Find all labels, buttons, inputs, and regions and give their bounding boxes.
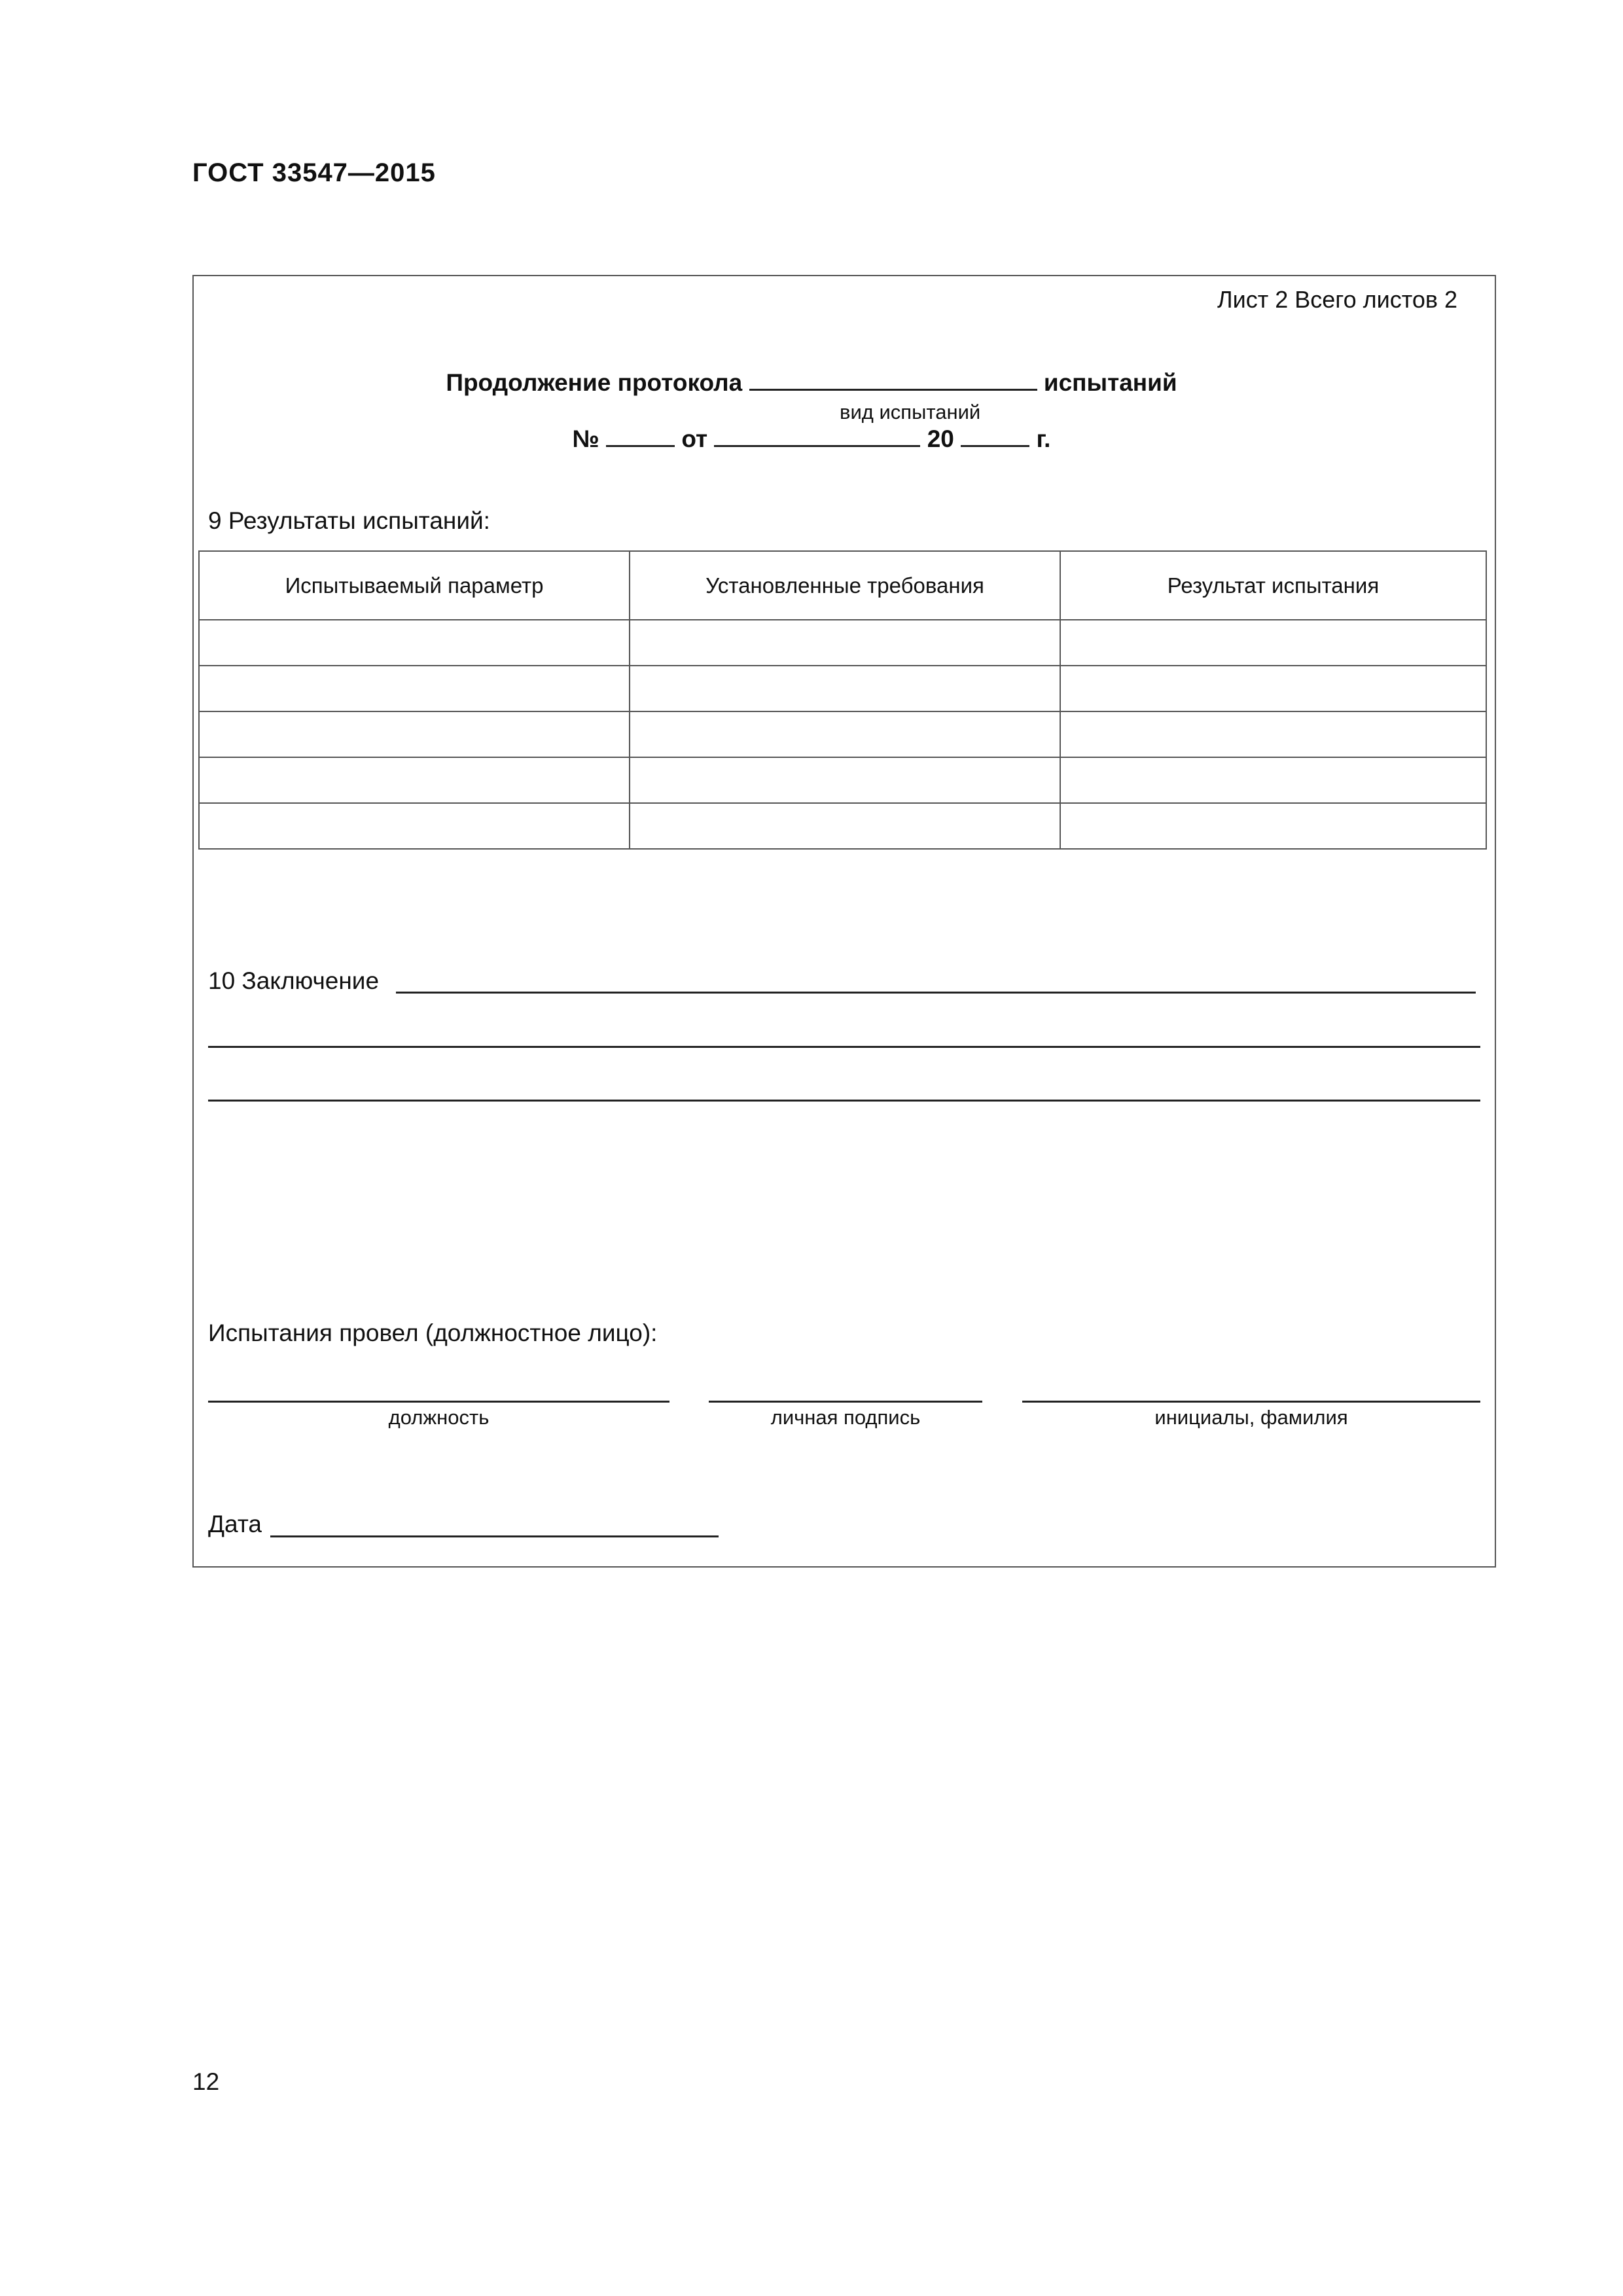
signature-line[interactable] xyxy=(709,1401,982,1403)
table-cell[interactable] xyxy=(630,757,1060,803)
table-cell[interactable] xyxy=(630,803,1060,849)
column-header-parameter: Испытываемый параметр xyxy=(199,551,630,620)
page-number: 12 xyxy=(192,2068,220,2095)
section-9-label: 9 Результаты испытаний: xyxy=(208,507,490,534)
number-sign: № xyxy=(572,425,599,452)
table-row xyxy=(199,666,1486,711)
table-cell[interactable] xyxy=(1060,803,1486,849)
protocol-date-blank[interactable] xyxy=(714,423,920,447)
conclusion-line-2[interactable] xyxy=(208,1046,1480,1048)
table-row xyxy=(199,803,1486,849)
conclusion-line-1[interactable] xyxy=(396,992,1476,994)
table-cell[interactable] xyxy=(1060,711,1486,757)
from-label: от xyxy=(681,425,708,452)
table-row xyxy=(199,620,1486,666)
table-cell[interactable] xyxy=(199,666,630,711)
test-type-blank[interactable] xyxy=(749,367,1037,391)
date-label: Дата xyxy=(208,1511,262,1537)
protocol-frame xyxy=(192,275,1496,1568)
table-header-row xyxy=(199,551,1486,620)
conclusion-line-3[interactable] xyxy=(208,1100,1480,1102)
column-header-requirements: Установленные требования xyxy=(630,551,1060,620)
name-caption: инициалы, фамилия xyxy=(1154,1406,1348,1429)
protocol-number-blank[interactable] xyxy=(606,423,675,447)
table-cell[interactable] xyxy=(199,803,630,849)
signoff-label: Испытания провел (должностное лицо): xyxy=(208,1319,658,1346)
sheet-info: Лист 2 Всего листов 2 xyxy=(1217,286,1458,313)
document-code: ГОСТ 33547—2015 xyxy=(192,158,436,187)
table-cell[interactable] xyxy=(199,620,630,666)
column-header-result: Результат испытания xyxy=(1060,551,1486,620)
protocol-year-blank[interactable] xyxy=(961,423,1029,447)
table-row xyxy=(199,757,1486,803)
title-prefix: Продолжение протокола xyxy=(446,369,743,396)
table-cell[interactable] xyxy=(199,757,630,803)
year-prefix: 20 xyxy=(927,425,954,452)
position-caption: должность xyxy=(388,1406,490,1429)
table-cell[interactable] xyxy=(1060,620,1486,666)
table-cell[interactable] xyxy=(1060,666,1486,711)
name-line[interactable] xyxy=(1022,1401,1480,1403)
title-suffix: испытаний xyxy=(1043,369,1177,396)
protocol-title xyxy=(0,367,1623,397)
results-table xyxy=(198,550,1487,850)
table-row xyxy=(199,711,1486,757)
year-suffix: г. xyxy=(1036,425,1051,452)
table-cell[interactable] xyxy=(630,620,1060,666)
section-10-label: 10 Заключение xyxy=(208,967,380,994)
date-line[interactable] xyxy=(270,1535,719,1537)
position-line[interactable] xyxy=(208,1401,669,1403)
table-cell[interactable] xyxy=(199,711,630,757)
test-type-caption: вид испытаний xyxy=(840,401,981,423)
protocol-number-line xyxy=(0,423,1623,453)
signature-caption: личная подпись xyxy=(770,1406,921,1429)
table-cell[interactable] xyxy=(1060,757,1486,803)
table-cell[interactable] xyxy=(630,666,1060,711)
table-cell[interactable] xyxy=(630,711,1060,757)
